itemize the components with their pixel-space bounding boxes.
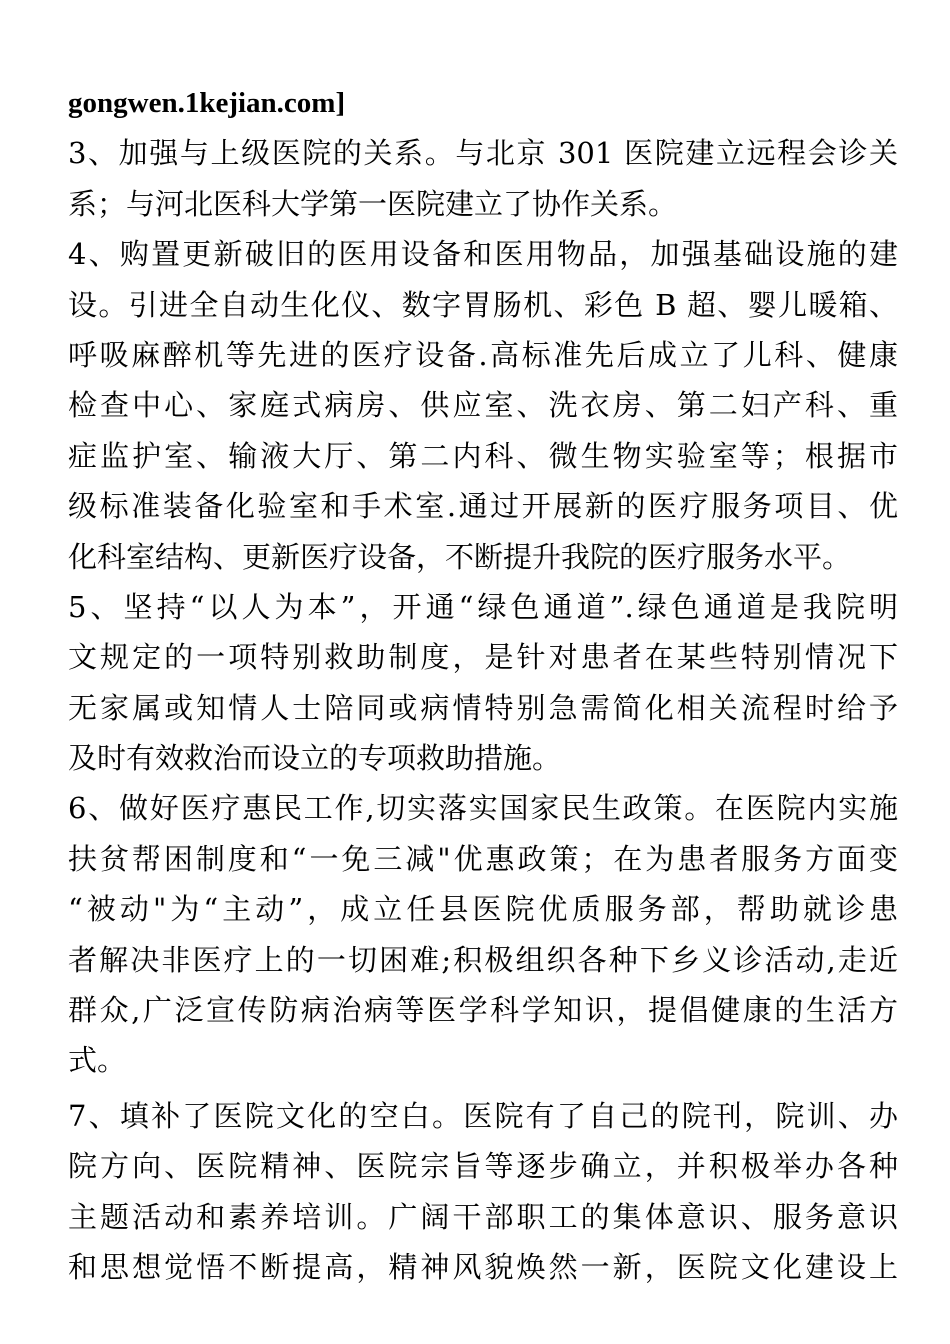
item-4-line-5: 症监护室、输液大厅、第二内科、微生物实验室等；根据市 (68, 438, 898, 473)
item-4-line-3: 呼吸麻醉机等先进的医疗设备.高标准先后成立了儿科、健康 (68, 337, 898, 372)
item-4-line-2: 设。引进全自动生化仪、数字胃肠机、彩色 B 超、婴儿暖箱、 (68, 287, 898, 322)
item-5-line-1: 5、坚持“以人为本”，开通“绿色通道”.绿色通道是我院明 (68, 589, 898, 624)
item-7-line-3: 主题活动和素养培训。广阔干部职工的集体意识、服务意识 (68, 1199, 898, 1234)
source-url-line: gongwen.1kejian.com] (68, 87, 346, 119)
item-7-line-1: 7、填补了医院文化的空白。医院有了自己的院刊，院训、办 (68, 1098, 898, 1133)
item-7-line-4: 和思想觉悟不断提高，精神风貌焕然一新，医院文化建设上 (68, 1249, 898, 1284)
item-6-line-2: 扶贫帮困制度和“一免三减"优惠政策；在为患者服务方面变 (68, 841, 898, 876)
item-4-line-7: 化科室结构、更新医疗设备，不断提升我院的医疗服务水平。 (68, 539, 852, 574)
item-4-line-1: 4、购置更新破旧的医用设备和医用物品，加强基础设施的建 (68, 237, 898, 272)
item-6-line-3: “被动"为“主动”，成立任县医院优质服务部，帮助就诊患 (68, 892, 898, 927)
item-5-line-4: 及时有效救治而设立的专项救助措施。 (68, 741, 562, 776)
item-5-line-2: 文规定的一项特别救助制度，是针对患者在某些特别情况下 (68, 640, 898, 675)
item-4-line-4: 检查中心、家庭式病房、供应室、洗衣房、第二妇产科、重 (68, 388, 898, 423)
item-3-line-2: 系；与河北医科大学第一医院建立了协作关系。 (68, 186, 678, 221)
item-6-line-4: 者解决非医疗上的一切困难;积极组织各种下乡义诊活动,走近 (68, 942, 898, 977)
document-body (68, 78, 898, 1292)
item-7-line-2: 院方向、医院精神、医院宗旨等逐步确立，并积极举办各种 (68, 1149, 898, 1184)
item-3-line-1: 3、加强与上级医院的关系。与北京 301 医院建立远程会诊关 (68, 136, 898, 171)
item-6-line-6: 式。 (68, 1043, 127, 1078)
item-6-line-5: 群众,广泛宣传防病治病等医学科学知识，提倡健康的生活方 (68, 993, 898, 1028)
item-6-line-1: 6、做好医疗惠民工作,切实落实国家民生政策。在医院内实施 (68, 791, 898, 826)
item-5-line-3: 无家属或知情人士陪同或病情特别急需简化相关流程时给予 (68, 690, 898, 725)
item-4-line-6: 级标准装备化验室和手术室.通过开展新的医疗服务项目、优 (68, 489, 898, 524)
